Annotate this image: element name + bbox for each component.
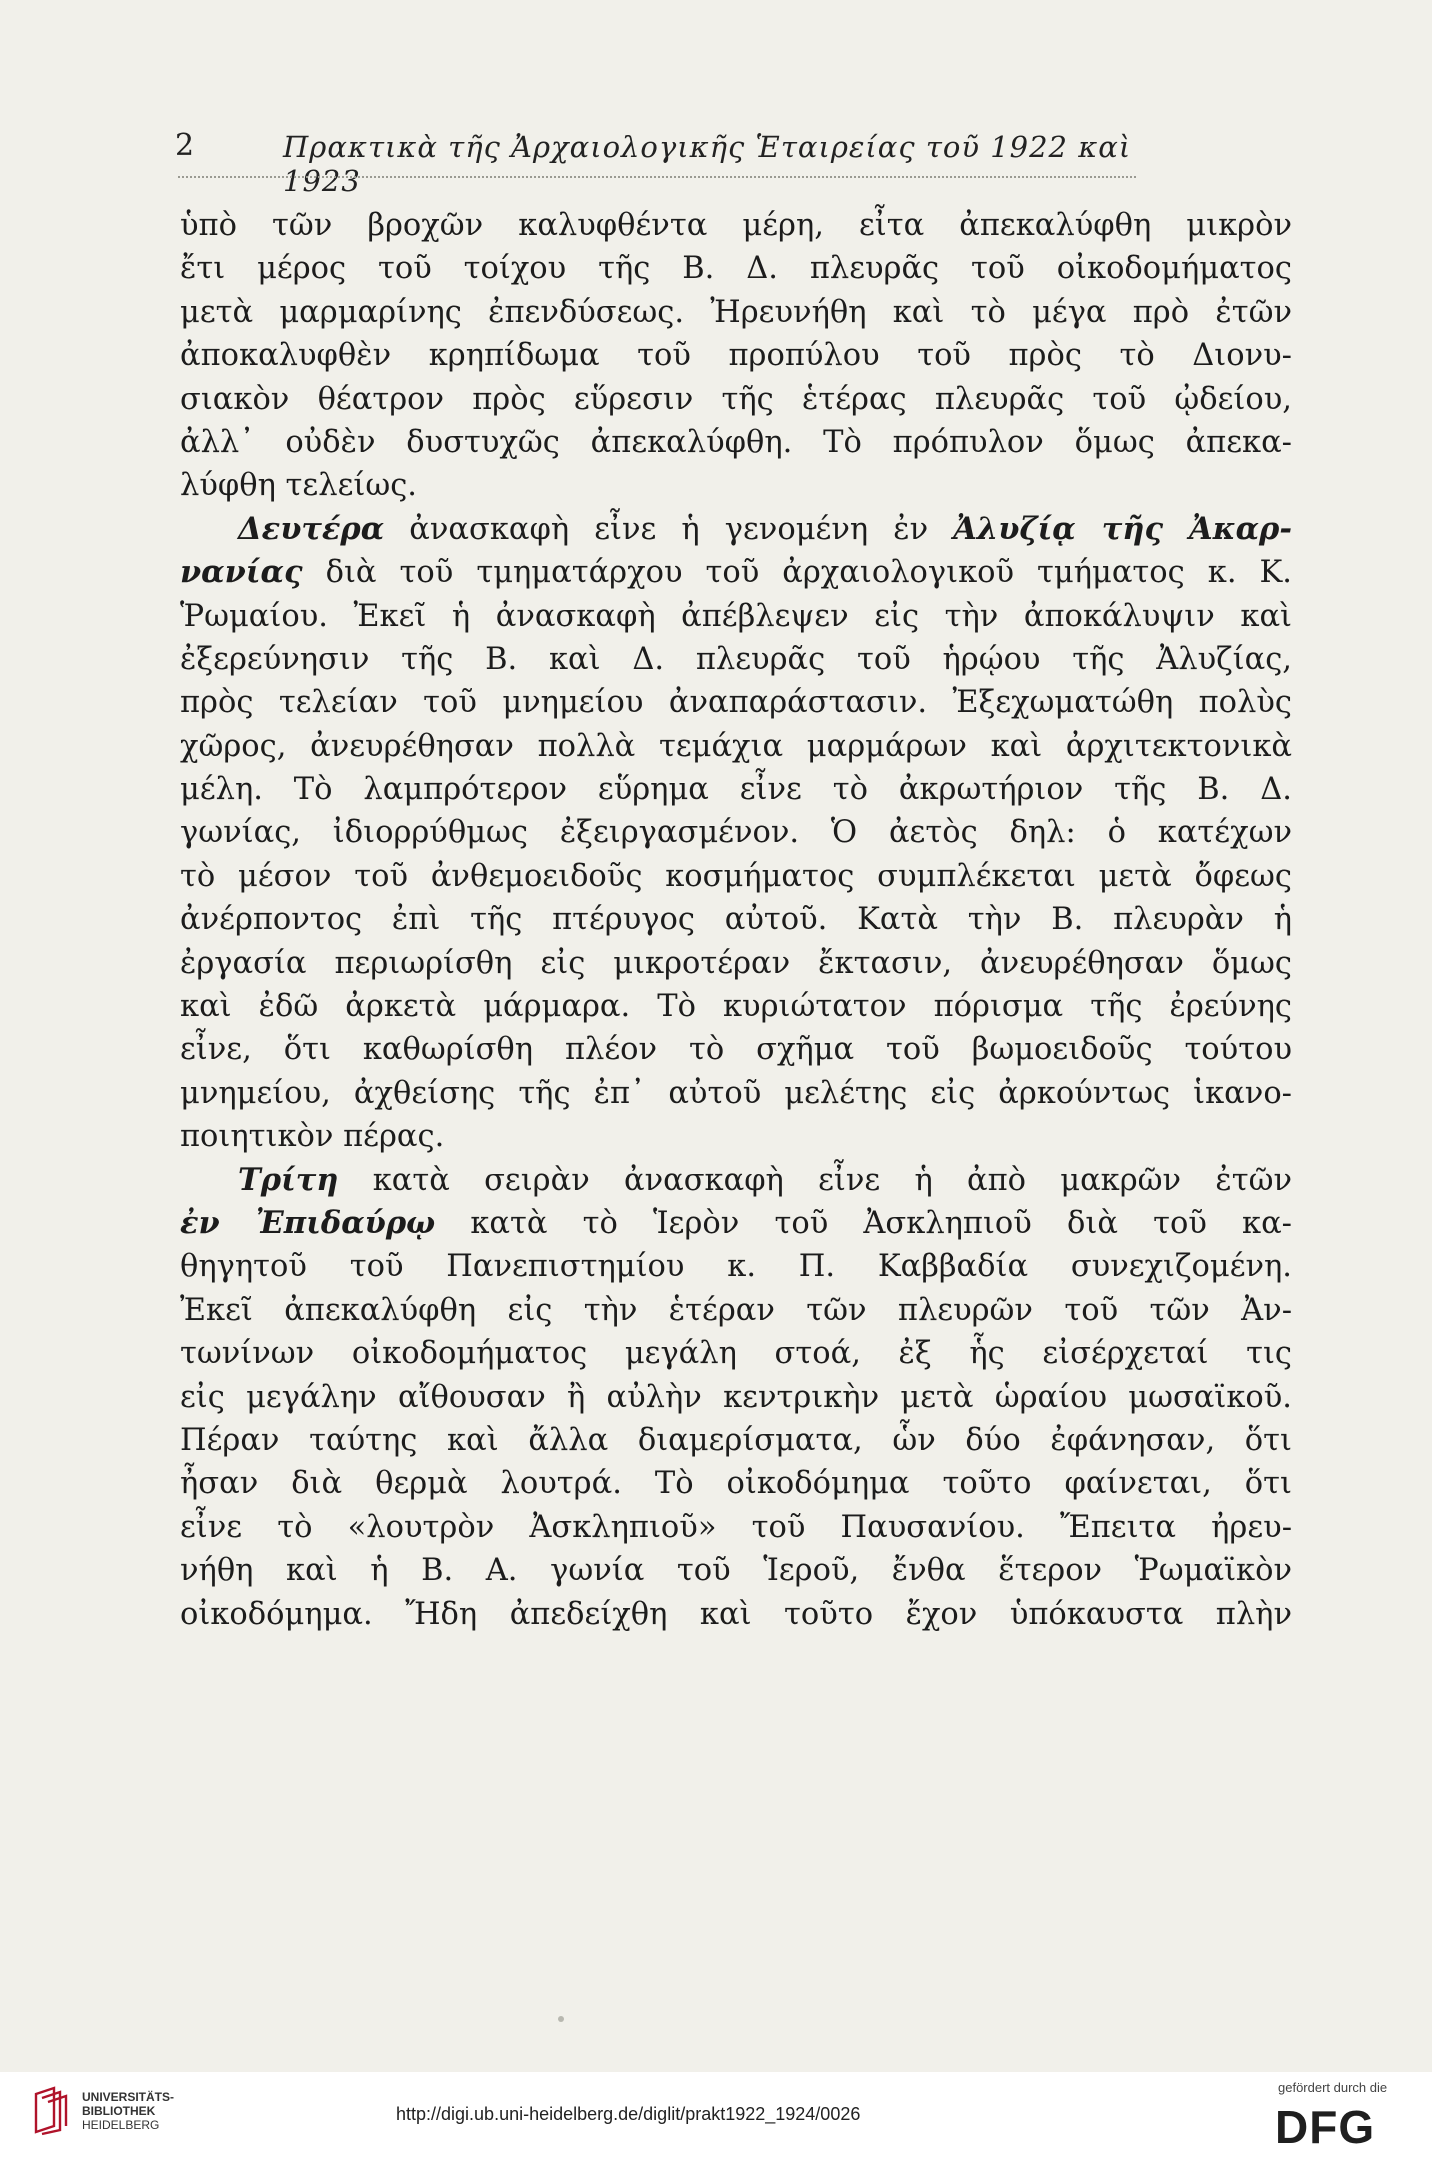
line-text: τωνίνων οἰκοδομήματος μεγάλη στοά, ἐξ ἧς εἰσέρχεταί τις [180, 1336, 1292, 1372]
text-line [180, 768, 1292, 811]
text-line [180, 1332, 1292, 1375]
line-text: ἦσαν διὰ θερμὰ λουτρά. Τὸ οἰκοδόμημα τοῦτο φαίνεται, ὅτι [180, 1466, 1292, 1502]
text-line [180, 204, 1292, 247]
library-logo-icon [30, 2086, 70, 2136]
line-text: ἀποκαλυφθὲν κρηπίδωμα τοῦ προπύλου τοῦ πρὸς τὸ Διονυ- [180, 338, 1292, 374]
line-text: ἔτι μέρος τοῦ τοίχου τῆς Β. Δ. πλευρᾶς τοῦ οἰκοδομήματος [180, 251, 1292, 287]
line-text: κατὰ σειρὰν ἀνασκαφὴ εἶνε ἡ ἀπὸ μακρῶν ἐτῶν [338, 1162, 1292, 1198]
line-text: ἐξερεύνησιν τῆς Β. καὶ Δ. πλευρᾶς τοῦ ἡρῴου τῆς Ἀλυζίας, [180, 641, 1292, 677]
line-text: μετὰ μαρμαρίνης ἐπενδύσεως. Ἠρευνήθη καὶ τὸ μέγα πρὸ ἐτῶν [180, 294, 1292, 330]
line-text: ἐργασία περιωρίσθη εἰς μικροτέραν ἔκτασιν, ἀνευρέθησαν ὅμως [180, 945, 1292, 981]
text-line [180, 551, 1292, 594]
line-text: γωνίας, ἰδιορρύθμως ἐξειργασμένον. Ὁ ἀετὸς δηλ: ὁ κατέχων [180, 815, 1292, 851]
line-text: λύφθη τελείως. [180, 468, 417, 504]
line-text: διὰ τοῦ τμηματάρχου τοῦ ἀρχαιολογικοῦ τμήματος κ. Κ. [302, 555, 1292, 591]
line-text: οἰκοδόμημα. Ἤδη ἀπεδείχθη καὶ τοῦτο ἔχον ὑπόκαυστα πλὴν [180, 1596, 1292, 1632]
funded-by-label: gefördert durch die [1278, 2080, 1388, 2095]
text-line [180, 1072, 1292, 1115]
text-line [180, 247, 1292, 290]
line-text: εἶνε τὸ «λουτρὸν Ἀσκληπιοῦ» τοῦ Παυσανίου. Ἔπειτα ἠρευ- [180, 1509, 1292, 1545]
text-line [180, 898, 1292, 941]
text-line [180, 1506, 1292, 1549]
line-text: ὑπὸ τῶν βροχῶν καλυφθέντα μέρη, εἶτα ἀπεκαλύφθη μικρὸν [180, 208, 1292, 243]
text-line [180, 811, 1292, 854]
line-text: χῶρος, ἀνευρέθησαν πολλὰ τεμάχια μαρμάρων καὶ ἀρχιτεκτονικὰ [180, 728, 1292, 764]
text-line [180, 334, 1292, 377]
library-name-line3: HEIDELBERG [82, 2118, 160, 2132]
header-divider [178, 176, 1136, 178]
line-text: μνημείου, ἀχθείσης τῆς ἐπ᾽ αὐτοῦ μελέτης εἰς ἀρκούντως ἱκανο- [180, 1075, 1292, 1111]
line-text: εἶνε, ὅτι καθωρίσθη πλέον τὸ σχῆμα τοῦ βωμοειδοῦς τούτου [180, 1032, 1292, 1068]
text-line [180, 1593, 1292, 1636]
dfg-logo: DFG [1275, 2101, 1376, 2153]
line-text: σιακὸν θέατρον πρὸς εὕρεσιν τῆς ἑτέρας πλευρᾶς τοῦ ᾠδείου, [180, 381, 1292, 417]
line-text: ἀνέρποντος ἐπὶ τῆς πτέρυγος αὐτοῦ. Κατὰ τὴν Β. πλευρὰν ἡ [180, 902, 1292, 938]
text-line [180, 1376, 1292, 1419]
library-name [82, 2090, 174, 2132]
speck-mark [558, 2016, 564, 2022]
line-text: εἰς μεγάλην αἴθουσαν ἢ αὐλὴν κεντρικὴν μετὰ ὡραίου μωσαϊκοῦ. [180, 1379, 1292, 1415]
text-line [180, 291, 1292, 334]
text-line [180, 1549, 1292, 1592]
emphasized-place: Ἀλυζίᾳ τῆς Ἀκαρ- [953, 510, 1292, 547]
text-line [180, 855, 1292, 898]
text-line [180, 1028, 1292, 1071]
line-text: ἀλλ᾽ οὐδὲν δυστυχῶς ἀπεκαλύφθη. Τὸ πρόπυλον ὅμως ἀπεκα- [180, 424, 1292, 460]
text-line [180, 1289, 1292, 1332]
text-line [180, 595, 1292, 638]
text-line [180, 725, 1292, 768]
emphasized-term: ἐν Ἐπιδαύρῳ [180, 1204, 436, 1241]
source-url-link[interactable]: http://digi.ub.uni-heidelberg.de/diglit/prakt1922_1924/0026 [396, 2104, 861, 2124]
line-text: νήθη καὶ ἡ Β. Α. γωνία τοῦ Ἱεροῦ, ἔνθα ἕτερον Ῥωμαϊκὸν [180, 1553, 1292, 1589]
text-line [180, 378, 1292, 421]
line-text: πρὸς τελείαν τοῦ μνημείου ἀναπαράστασιν. Ἐξεχωματώθη πολὺς [180, 685, 1292, 721]
line-text: θηγητοῦ τοῦ Πανεπιστημίου κ. Π. Καββαδία συνεχιζομένη. [180, 1249, 1292, 1285]
text-line [180, 421, 1292, 464]
page-number: 2 [175, 128, 195, 163]
line-text: μέλη. Τὸ λαμπρότερον εὕρημα εἶνε τὸ ἀκρωτήριον τῆς Β. Δ. [180, 772, 1292, 808]
body-text [180, 204, 1292, 1636]
line-text: κατὰ τὸ Ἱερὸν τοῦ Ἀσκληπιοῦ διὰ τοῦ κα- [435, 1205, 1292, 1241]
running-head: Πρακτικὰ τῆς Ἀρχαιολογικῆς Ἑταιρείας τοῦ 1922 καὶ 1923 [283, 130, 1132, 198]
page-header [175, 128, 1135, 198]
text-line [180, 1202, 1292, 1245]
text-line [180, 681, 1292, 724]
line-text: ποιητικὸν πέρας. [180, 1119, 445, 1155]
text-line [180, 1462, 1292, 1505]
text-line [180, 1159, 1292, 1202]
text-line [180, 1419, 1292, 1462]
text-line [180, 942, 1292, 985]
emphasized-term: Δευτέρα [238, 510, 385, 547]
emphasized-term: Τρίτη [238, 1161, 339, 1198]
line-text: Ῥωμαίου. Ἐκεῖ ἡ ἀνασκαφὴ ἀπέβλεψεν εἰς τὴν ἀποκάλυψιν καὶ [180, 598, 1292, 634]
line-text: τὸ μέσον τοῦ ἀνθεμοειδοῦς κοσμήματος συμπλέκεται μετὰ ὄφεως [180, 858, 1292, 894]
library-name-line2: BIBLIOTHEK [82, 2104, 156, 2118]
text-line [180, 508, 1292, 551]
line-text: Πέραν ταύτης καὶ ἄλλα διαμερίσματα, ὧν δύο ἐφάνησαν, ὅτι [180, 1422, 1292, 1458]
emphasized-term: νανίας [180, 554, 303, 591]
library-name-line1: UNIVERSITÄTS- [82, 2090, 175, 2104]
text-line [180, 464, 1292, 507]
text-line [180, 638, 1292, 681]
text-line [180, 1115, 1292, 1158]
line-text: καὶ ἐδῶ ἀρκετὰ μάρμαρα. Τὸ κυριώτατον πόρισμα τῆς ἐρεύνης [180, 989, 1292, 1025]
text-line [180, 985, 1292, 1028]
text-line [180, 1245, 1292, 1288]
line-text: ἀνασκαφὴ εἶνε ἡ γενομένη ἐν [384, 511, 954, 547]
line-text: Ἐκεῖ ἀπεκαλύφθη εἰς τὴν ἑτέραν τῶν πλευρῶν τοῦ τῶν Ἀν- [180, 1292, 1292, 1328]
